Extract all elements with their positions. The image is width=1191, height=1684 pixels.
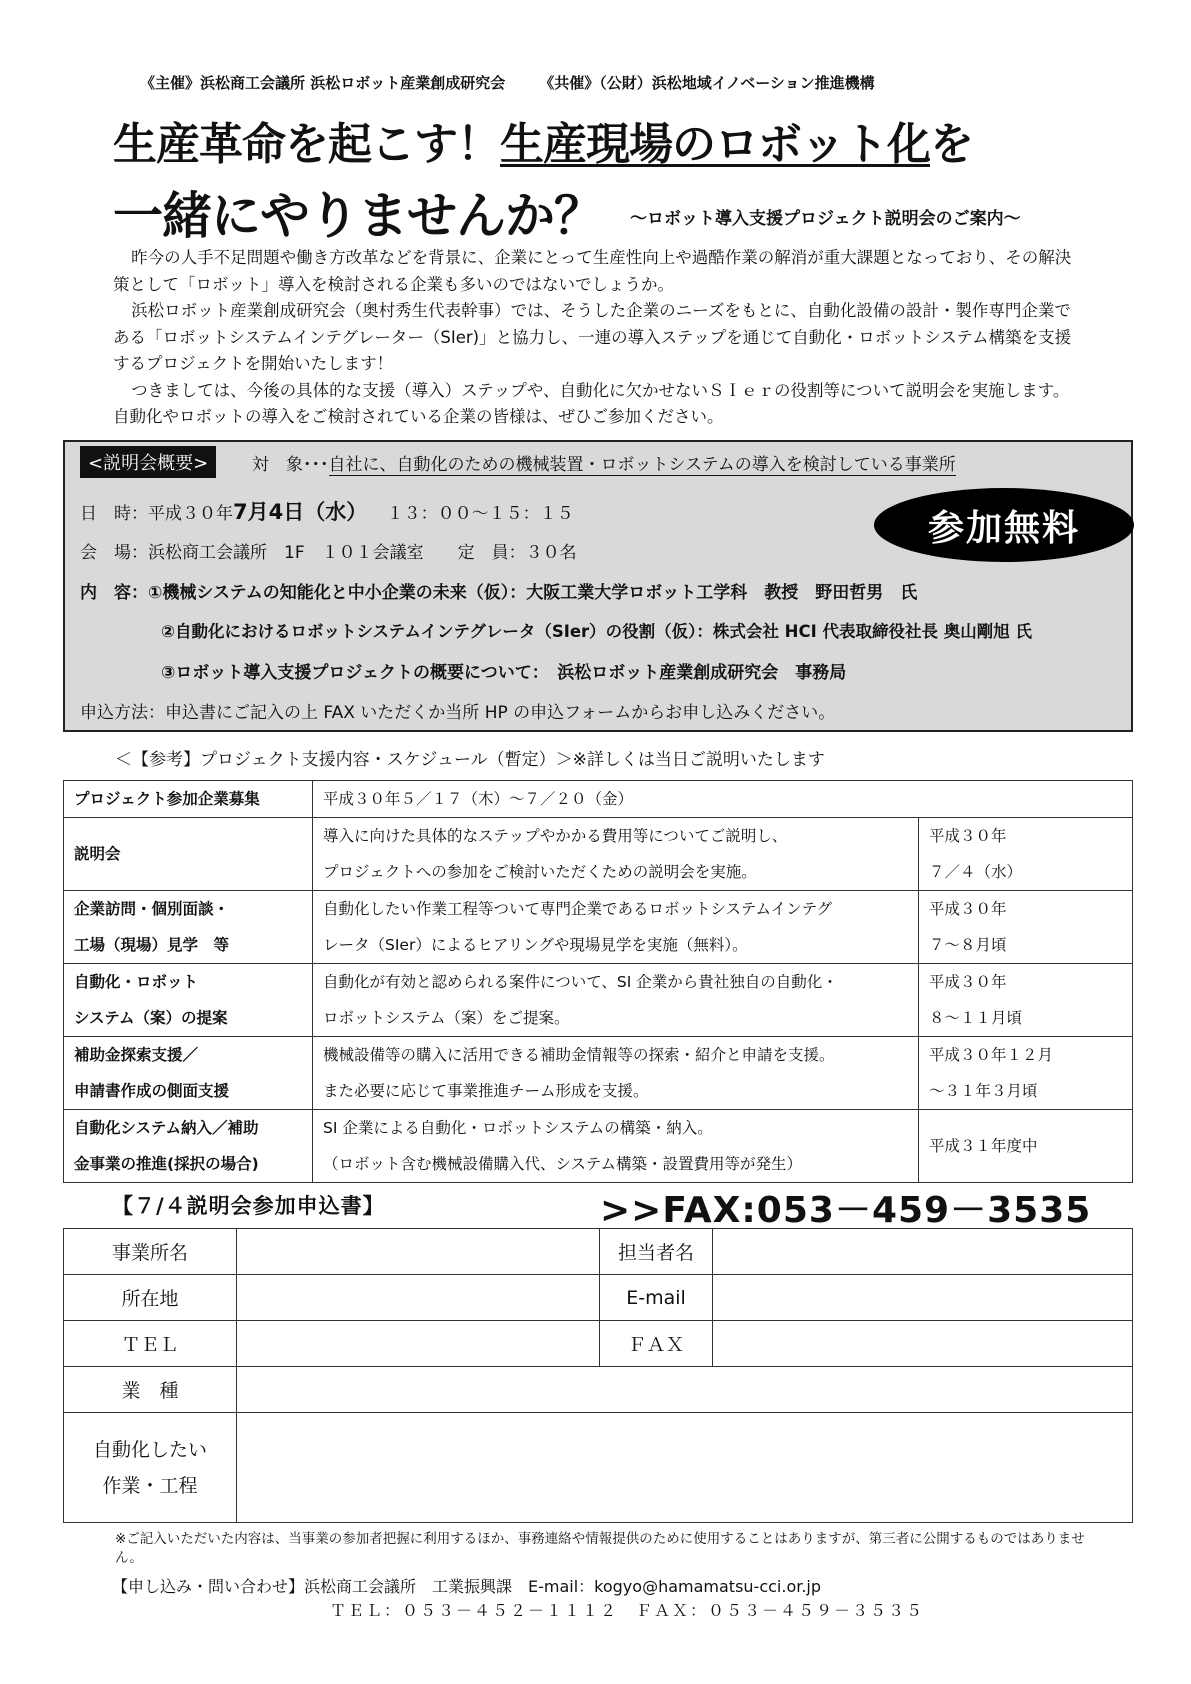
schedule-description-line: また必要に応じて事業推進チーム形成を支援。 [323,1082,649,1100]
schedule-description-line: SI 企業による自動化・ロボットシステムの構築・納入。 [323,1119,713,1137]
schedule-description-line: プロジェクトへの参加をご検討いただくための説明会を実施。 [323,863,757,881]
intro-text [113,245,1083,431]
schedule-period-line: ～３１年３月頃 [929,1082,1038,1100]
schedule-step-line: システム（案）の提案 [74,1009,228,1027]
date-label: 日 時：平成３０年 [80,504,233,524]
schedule-step [64,1110,313,1183]
form-title: 【７/４説明会参加申込書】 [112,1194,385,1218]
organizer-text: 《主催》浜松商工会議所 浜松ロボット産業創成研究会 [140,74,506,92]
intro-paragraph: 浜松ロボット産業創成研究会（奥村秀生代表幹事）では、そうした企業のニーズをもとに、自動化設備の設計・製作専門企業である「ロボットシステムインテグレーター（SIer)」と協力し、一連の導入ステップを通じて自動化・ロボットシステム構築を支援するプロジェクトを開始いたします！ [113,301,1072,373]
schedule-step-line: 企業訪問・個別面談・ [74,900,230,918]
person-field[interactable] [713,1229,1133,1275]
schedule-period [919,818,1133,891]
schedule-description [313,1110,919,1183]
schedule-step-line: 補助金探索支援／ [74,1046,199,1064]
person-label: 担当者名 [600,1229,713,1275]
title-part-c: を [930,119,973,170]
target-text: 自社に、自動化のための機械装置・ロボットシステムの導入を検討している事業所 [328,455,956,475]
schedule-step-line: 金事業の推進(採択の場合) [74,1155,259,1173]
privacy-note: ※ご記入いただいた内容は、当事業の参加者把握に利用するほか、事務連絡や情報提供のために使用することはありますが、第三者に公開するものではありません。 [115,1531,1085,1566]
venue-row: 会 場：浜松商工会議所 1F １０１会議室 定 員：３０名 [80,543,577,563]
schedule-step-line: 申請書作成の側面支援 [74,1082,230,1100]
overview-label: <説明会概要> [80,446,216,478]
schedule-period-line: 平成３１年度中 [929,1137,1038,1155]
schedule-step-line: 自動化・ロボット [74,973,199,991]
schedule-period [919,1037,1133,1110]
schedule-description [313,1037,919,1110]
schedule-row [64,1110,1133,1183]
schedule-description [313,964,919,1037]
application-method: 申込方法：申込書にご記入の上 FAX いただくか当所 HP の申込フォームからお申し込みください。 [80,703,836,723]
company-field[interactable] [237,1229,600,1275]
schedule-period [919,964,1133,1037]
fax-number: >>FAX:053－459－3535 [600,1190,1092,1231]
schedule-period [919,1110,1133,1183]
schedule-description [313,818,919,891]
main-title-line1 [113,108,973,172]
schedule-step-line: 説明会 [74,845,121,863]
schedule-description-line: レータ（SIer）によるヒアリングや現場見学を実施（無料）。 [323,936,748,954]
date-value: 7月4日（水） [233,500,368,524]
schedule-row [64,781,1133,818]
process-label [64,1413,237,1523]
schedule-step-line: 工場（現場）見学 等 [74,936,230,954]
address-field[interactable] [237,1275,600,1321]
schedule-step-line: プロジェクト参加企業募集 [74,790,260,808]
time-value: １３：００～１５：１５ [386,504,574,524]
company-label: 事業所名 [64,1229,237,1275]
free-badge: 参加無料 [874,488,1134,562]
schedule-period-line: 平成３０年 [929,900,1007,918]
intro-paragraph: つきましては、今後の具体的な支援（導入）ステップや、自動化に欠かせないＳＩｅｒの役割等について説明会を実施します。自動化やロボットの導入をご検討されている企業の皆様は、ぜひご参加ください。 [113,380,1070,426]
title-part-a: 生産革命を起こす！ [113,119,500,170]
subtitle: ～ロボット導入支援プロジェクト説明会のご案内～ [630,209,1021,229]
process-label-line: 自動化したい [92,1438,207,1461]
intro-paragraph: 昨今の人手不足問題や働き方改革などを背景に、企業にとって生産性向上や過酷作業の解消が重大課題となっており、その解決策として「ロボット」導入を検討される企業も多いのではないでしょうか。 [113,248,1072,294]
title-part-b: 生産現場のロボット化 [500,119,930,170]
schedule-row [64,964,1133,1037]
industry-label: 業 種 [64,1367,237,1413]
schedule-description-line: 自動化したい作業工程等ついて専門企業であるロボットシステムインテグ [323,900,833,918]
schedule-period-line: 平成３０年 [929,827,1007,845]
content-label: 内 容： [80,583,148,603]
contact-line: 【申し込み・問い合わせ】浜松商工会議所 工業振興課 E-mail：kogyo@hamamatsu-cci.or.jp [112,1577,822,1596]
schedule-step [64,891,313,964]
schedule-description-line: 平成３０年５／１７（木）～７／２０（金） [323,790,634,808]
fax-label: ＦＡＸ [600,1321,713,1367]
schedule-row [64,1037,1133,1110]
email-label: E-mail [600,1275,713,1321]
schedule-step-line: 自動化システム納入／補助 [74,1119,259,1137]
schedule-description [313,781,1133,818]
main-title-line2: 一緒にやりませんか？ [113,187,603,245]
schedule-description-line: 自動化が有効と認められる案件について、SI 企業から貴社独自の自動化・ [323,973,838,991]
industry-field[interactable] [237,1367,1133,1413]
schedule-description-line: （ロボット含む機械設備購入代、システム構築・設置費用等が発生） [323,1155,802,1173]
email-field[interactable] [713,1275,1133,1321]
schedule-row [64,818,1133,891]
date-row [80,496,574,526]
address-label: 所在地 [64,1275,237,1321]
schedule-period-line: ７／４（水） [929,863,1023,881]
organizers [140,72,1060,93]
schedule-row [64,891,1133,964]
schedule-description [313,891,919,964]
content-item: ②自動化におけるロボットシステムインテグレータ（SIer）の役割（仮）：株式会社 HCI 代表取締役社長 奥山剛旭 氏 [161,622,1032,641]
reference-heading: ＜【参考】プロジェクト支援内容・スケジュール（暫定）＞※詳しくは当日ご説明いたします [115,750,825,770]
schedule-step [64,818,313,891]
tel-label: ＴＥＬ [64,1321,237,1367]
schedule-period-line: 平成３０年 [929,973,1007,991]
schedule-description-line: ロボットシステム（案）をご提案。 [323,1009,570,1027]
content-row-1 [80,578,917,603]
schedule-step [64,964,313,1037]
schedule-period-line: ７～８月頃 [929,936,1007,954]
process-field[interactable] [237,1413,1133,1523]
target-row [252,450,956,475]
schedule-description-line: 機械設備等の購入に活用できる補助金情報等の探索・紹介と申請を支援。 [323,1046,835,1064]
target-label: 対 象･･･ [252,455,329,475]
contact-phone-line: ＴＥＬ：０５３－４５２－１１１２ ＦＡＸ：０５３－４５９－３５３５ [330,1601,925,1620]
content-item: ③ロボット導入支援プロジェクトの概要について： 浜松ロボット産業創成研究会 事務局 [161,663,847,683]
process-label-line: 作業・工程 [102,1474,198,1497]
schedule-period-line: 平成３０年１２月 [929,1046,1054,1064]
schedule-step [64,781,313,818]
content-item: ①機械システムの知能化と中小企業の未来（仮）：大阪工業大学ロボット工学科 教授 野田哲男 氏 [148,583,918,603]
co-organizer-text: 《共催》（公財）浜松地域イノベーション推進機構 [539,74,875,92]
schedule-table [63,780,1133,1183]
fax-field[interactable] [713,1321,1133,1367]
tel-field[interactable] [237,1321,600,1367]
schedule-period-line: ８～１１月頃 [929,1009,1023,1027]
schedule-period [919,891,1133,964]
schedule-step [64,1037,313,1110]
schedule-description-line: 導入に向けた具体的なステップやかかる費用等についてご説明し、 [323,827,788,845]
application-form [63,1228,1133,1523]
